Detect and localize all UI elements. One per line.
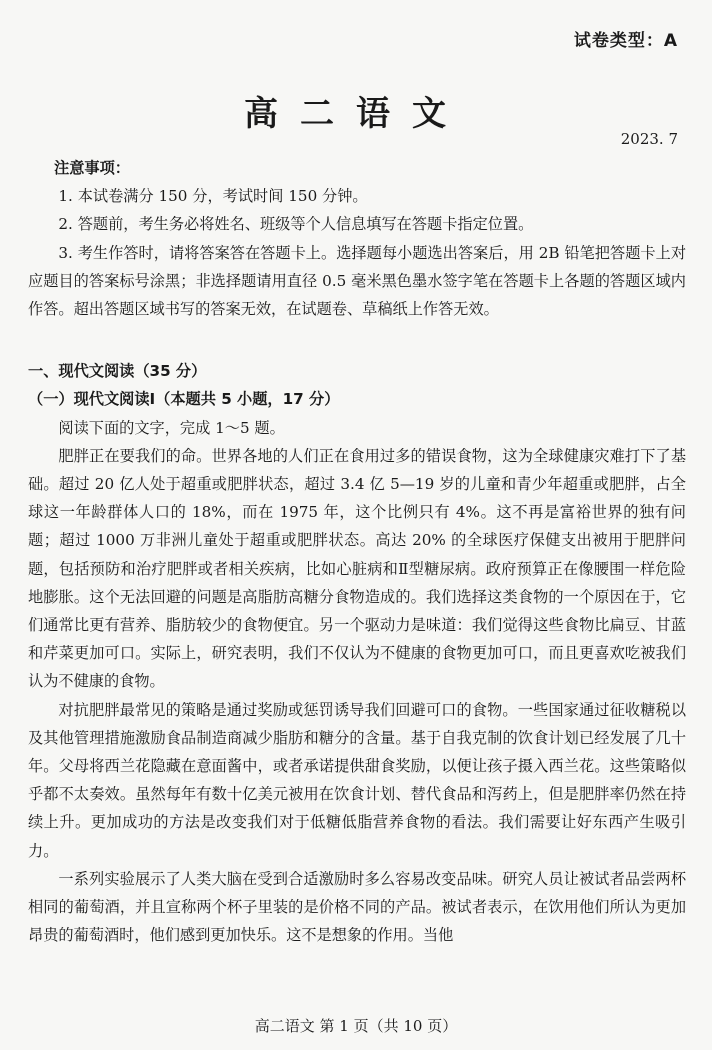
exam-date: 2023. 7 <box>620 130 678 148</box>
document-body <box>28 154 686 949</box>
reading-instruction: 阅读下面的文字，完成 1～5 题。 <box>58 418 285 437</box>
passage-paragraph-2: 对抗肥胖最常见的策略是通过奖励或惩罚诱导我们回避可口的食物。一些国家通过征收糖税以及其他管理措施激励食品制造商减少脂肪和糖分的含量。基于自我克制的饮食计划已经发展了几十年。父母将西兰花隐藏在意面酱中，或者承诺提供甜食奖励，以便让孩子摄入西兰花。这些策略似乎都不太奏效。虽然每年有数十亿美元被用在饮食计划、替代食品和泻药上，但是肥胖率仍然在持续上升。更加成功的方法是改变我们对于低糖低脂营养食物的看法。我们需要让好东西产生吸引力。 <box>28 700 686 860</box>
paper-type-label: 试卷类型：A <box>573 31 678 51</box>
subsection-title: （一）现代文阅读Ⅰ（本题共 5 小题，17 分） <box>28 390 340 409</box>
notice-item-2: 2. 答题前，考生务必将姓名、班级等个人信息填写在答题卡指定位置。 <box>58 215 534 234</box>
section-spacer <box>28 323 686 357</box>
notice-item-3: 3. 考生作答时，请将答案答在答题卡上。选择题每小题选出答案后，用 2B 铅笔把答题卡上对应题目的答案标号涂黑；非选择题请用直径 0.5 毫米黑色墨水签字笔在答题卡上各题的答题区域内作答。超出答题区域书写的答案无效，在试题卷、草稿纸上作答无效。 <box>28 243 686 319</box>
page-footer: 高二语文 第 1 页（共 10 页） <box>254 1017 458 1035</box>
notice-item-1: 1. 本试卷满分 150 分，考试时间 150 分钟。 <box>58 187 368 206</box>
notice-heading: 注意事项： <box>54 159 130 177</box>
passage-paragraph-3: 一系列实验展示了人类大脑在受到合适激励时多么容易改变品味。研究人员让被试者品尝两杯相同的葡萄酒，并且宣称两个杯子里装的是价格不同的产品。被试者表示，在饮用他们所认为更加昂贵的葡萄酒时，他们感到更加快乐。这不是想象的作用。当他 <box>28 869 686 945</box>
page-title: 高二语文 <box>244 94 468 134</box>
passage-paragraph-1: 肥胖正在要我们的命。世界各地的人们正在食用过多的错误食物，这为全球健康灾难打下了基础。超过 20 亿人处于超重或肥胖状态，超过 3.4 亿 5—19 岁的儿童和青少年超重或肥胖，占全球这一年龄群体人口的 18%，而在 1975 年，这个比例只有 4%。这不再是富裕世界的独有问题；超过 1000 万非洲儿童处于超重或肥胖状态。高达 20% 的全球医疗保健支出被用于肥胖问题，包括预防和治疗肥胖或者相关疾病，比如心脏病和Ⅱ型糖尿病。政府预算正在像腰围一样危险地膨胀。这个无法回避的问题是高脂肪高糖分食物造成的。我们选择这类食物的一个原因在于，它们通常比更有营养、脂肪较少的食物便宜。另一个驱动力是味道：我们觉得这些食物比扁豆、甘蓝和芹菜更加可口。实际上，研究表明，我们不仅认为不健康的食物更加可口，而且更喜欢吃被我们认为不健康的食物。 <box>28 446 686 691</box>
section-title: 一、现代文阅读（35 分） <box>28 362 207 381</box>
